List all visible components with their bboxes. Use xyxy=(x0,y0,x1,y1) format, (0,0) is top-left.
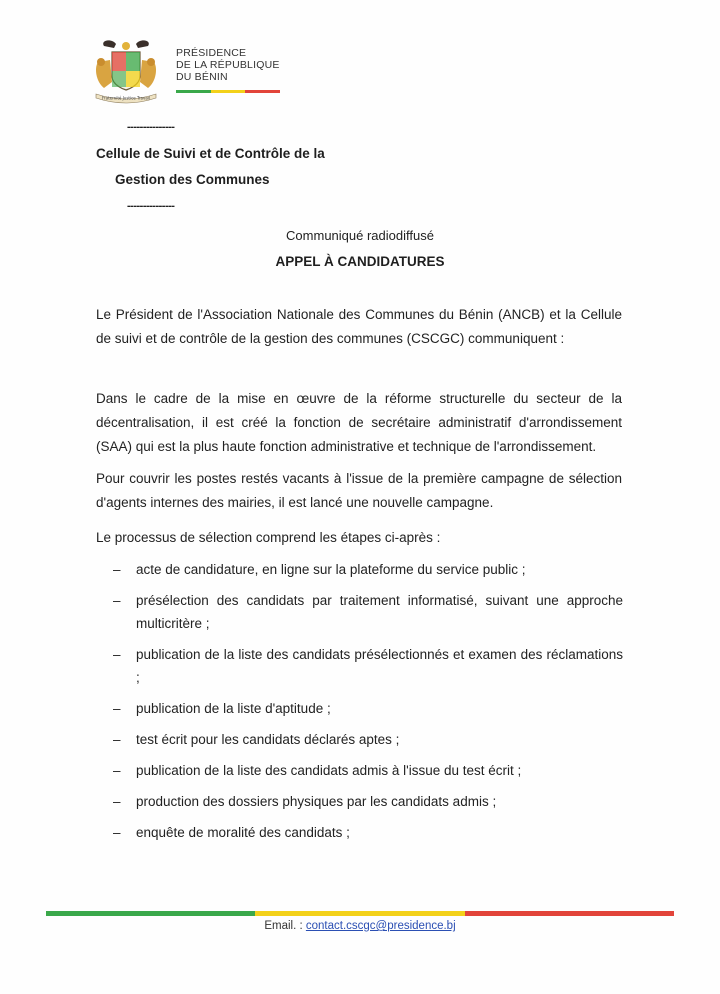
separator-top: --------------- xyxy=(127,121,175,133)
dash-bullet: – xyxy=(113,732,121,747)
paragraph-process: Le processus de sélection comprend les étapes ci-après : xyxy=(96,530,441,545)
list-item xyxy=(113,759,623,782)
list-item xyxy=(113,558,623,581)
footer-bar-green xyxy=(46,911,255,916)
footer-bar-red xyxy=(465,911,674,916)
dash-bullet: – xyxy=(113,825,121,840)
list-item xyxy=(113,589,623,635)
organization-name xyxy=(176,47,280,83)
step-text: test écrit pour les candidats déclarés aptes ; xyxy=(136,732,400,747)
letterhead xyxy=(90,38,290,108)
flag-color-bar xyxy=(176,90,280,93)
email-link[interactable]: contact.cscgc@presidence.bj xyxy=(305,920,456,932)
dash-bullet: – xyxy=(113,593,121,608)
paragraph-context: Dans le cadre de la mise en œuvre de la réforme structurelle du secteur de la décentralisation, il est créé la fonction de secrétaire administratif d'arrondissement (SAA) qui est la plus haute fonction administrative et technique de l'arrondissement. xyxy=(96,391,622,454)
communique-type-text: Communiqué radiodiffusé xyxy=(286,228,434,243)
footer-contact xyxy=(0,920,720,932)
document-heading: APPEL À CANDIDATURES xyxy=(275,254,445,269)
dash-bullet: – xyxy=(113,562,121,577)
selection-steps-list xyxy=(113,558,623,844)
step-text: acte de candidature, en ligne sur la plateforme du service public ; xyxy=(136,562,526,577)
step-text: enquête de moralité des candidats ; xyxy=(136,825,350,840)
list-item xyxy=(113,821,623,844)
dash-bullet: – xyxy=(113,794,121,809)
step-text: publication de la liste des candidats admis à l'issue du test écrit ; xyxy=(136,763,522,778)
list-item xyxy=(113,728,623,751)
flag-green xyxy=(176,90,211,93)
org-line-3: DU BÉNIN xyxy=(176,71,228,83)
footer-bar-yellow xyxy=(255,911,464,916)
org-line-1: PRÉSIDENCE xyxy=(176,47,247,59)
org-line-2: DE LA RÉPUBLIQUE xyxy=(176,59,280,71)
flag-yellow xyxy=(211,90,246,93)
paragraph-intro: Le Président de l'Association Nationale des Communes du Bénin (ANCB) et la Cellule de suivi et de contrôle de la gestion des communes (CSCGC) communiquent : xyxy=(96,307,622,346)
step-text: publication de la liste des candidats présélectionnés et examen des réclamations ; xyxy=(136,647,623,685)
motto-text: Fraternité Justice Travail xyxy=(101,95,151,101)
benin-coat-of-arms-icon xyxy=(90,38,162,104)
footer-color-bar xyxy=(46,911,674,916)
dash-bullet: – xyxy=(113,701,121,716)
dash-bullet: – xyxy=(113,647,121,662)
flag-red xyxy=(245,90,280,93)
list-item xyxy=(113,643,623,689)
cell-title-line-1: Cellule de Suivi et de Contrôle de la xyxy=(96,146,325,161)
paragraph-campaign: Pour couvrir les postes restés vacants à l'issue de la première campagne de sélection d'agents internes des mairies, il est lancé une nouvelle campagne. xyxy=(96,471,622,510)
email-label: Email. : xyxy=(264,920,303,932)
separator-bottom: --------------- xyxy=(127,200,175,212)
dash-bullet: – xyxy=(113,763,121,778)
step-text: présélection des candidats par traitement informatisé, suivant une approche multicritère ; xyxy=(136,593,623,631)
list-item xyxy=(113,790,623,813)
step-text: production des dossiers physiques par les candidats admis ; xyxy=(136,794,497,809)
cell-title-line-2: Gestion des Communes xyxy=(115,172,270,187)
step-text: publication de la liste d'aptitude ; xyxy=(136,701,331,716)
list-item xyxy=(113,697,623,720)
communique-type xyxy=(0,228,720,243)
